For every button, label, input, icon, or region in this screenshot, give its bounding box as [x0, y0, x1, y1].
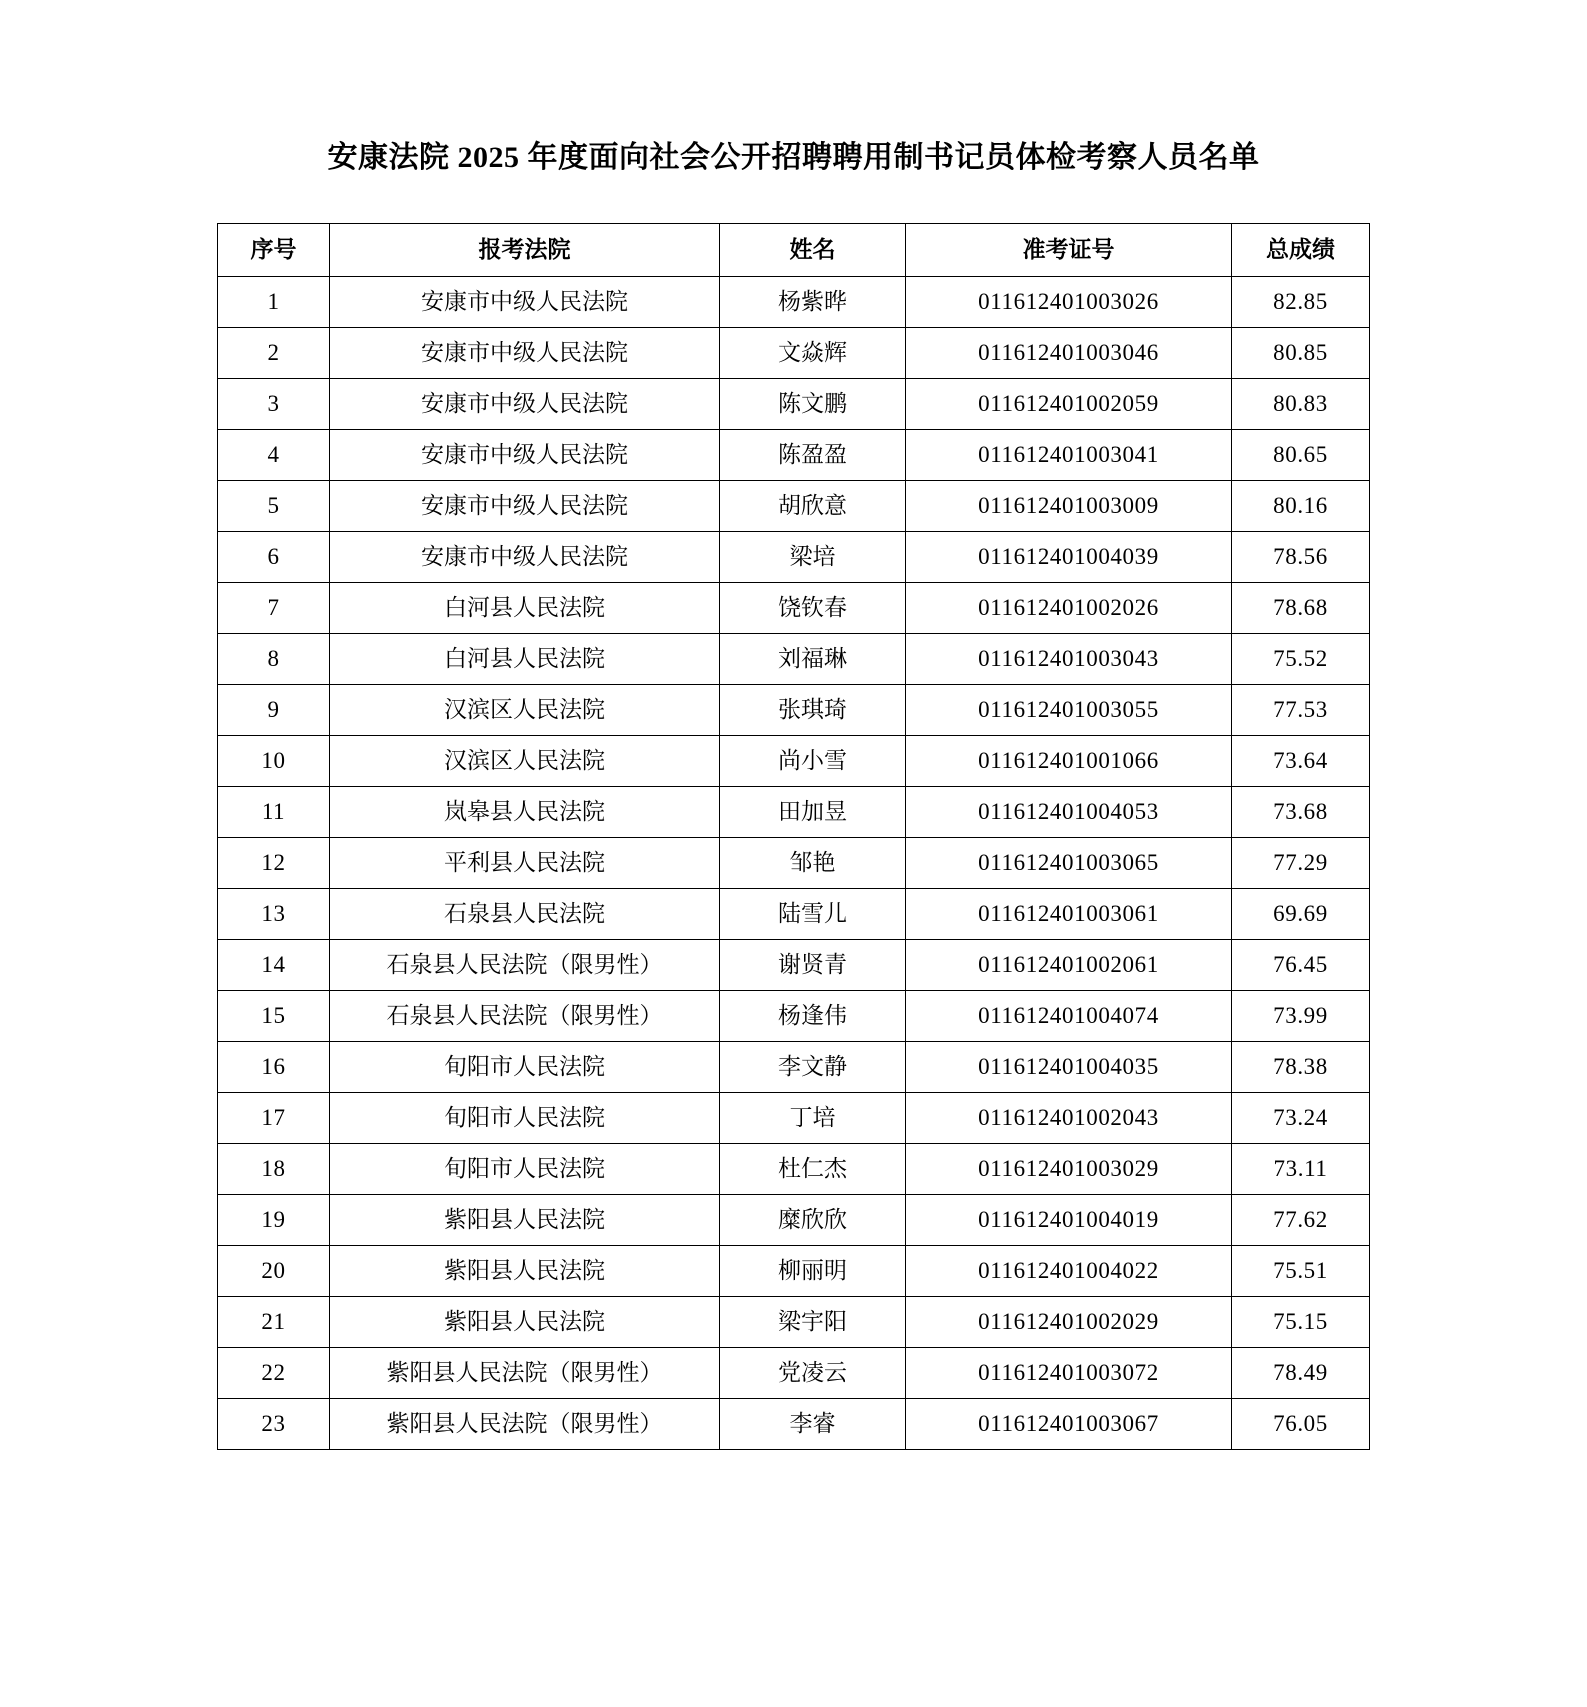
table-row — [218, 277, 1370, 328]
cell-seq: 14 — [218, 940, 330, 991]
cell-court: 旬阳市人民法院 — [330, 1144, 720, 1195]
cell-name: 李文静 — [720, 1042, 906, 1093]
cell-ticket: 011612401002026 — [906, 583, 1232, 634]
column-header-court: 报考法院 — [330, 224, 720, 277]
cell-name: 丁培 — [720, 1093, 906, 1144]
roster-table-container — [0, 223, 1587, 1450]
cell-seq: 6 — [218, 532, 330, 583]
cell-name: 文焱辉 — [720, 328, 906, 379]
cell-name: 张琪琦 — [720, 685, 906, 736]
cell-score: 78.38 — [1232, 1042, 1370, 1093]
table-row — [218, 430, 1370, 481]
cell-ticket: 011612401004074 — [906, 991, 1232, 1042]
cell-seq: 11 — [218, 787, 330, 838]
table-row — [218, 481, 1370, 532]
cell-court: 安康市中级人民法院 — [330, 430, 720, 481]
cell-name: 杨紫晔 — [720, 277, 906, 328]
table-row — [218, 1246, 1370, 1297]
cell-court: 安康市中级人民法院 — [330, 379, 720, 430]
cell-ticket: 011612401001066 — [906, 736, 1232, 787]
cell-score: 80.83 — [1232, 379, 1370, 430]
cell-score: 75.51 — [1232, 1246, 1370, 1297]
cell-name: 糜欣欣 — [720, 1195, 906, 1246]
cell-court: 白河县人民法院 — [330, 634, 720, 685]
table-row — [218, 940, 1370, 991]
cell-court: 平利县人民法院 — [330, 838, 720, 889]
cell-score: 78.68 — [1232, 583, 1370, 634]
cell-seq: 3 — [218, 379, 330, 430]
cell-seq: 23 — [218, 1399, 330, 1450]
cell-ticket: 011612401003041 — [906, 430, 1232, 481]
table-row — [218, 991, 1370, 1042]
cell-court: 紫阳县人民法院 — [330, 1297, 720, 1348]
cell-court: 岚皋县人民法院 — [330, 787, 720, 838]
cell-ticket: 011612401003009 — [906, 481, 1232, 532]
cell-score: 80.65 — [1232, 430, 1370, 481]
cell-seq: 2 — [218, 328, 330, 379]
cell-score: 78.56 — [1232, 532, 1370, 583]
cell-court: 紫阳县人民法院 — [330, 1195, 720, 1246]
cell-name: 田加昱 — [720, 787, 906, 838]
cell-name: 杜仁杰 — [720, 1144, 906, 1195]
cell-seq: 19 — [218, 1195, 330, 1246]
cell-court: 旬阳市人民法院 — [330, 1042, 720, 1093]
table-row — [218, 736, 1370, 787]
cell-seq: 17 — [218, 1093, 330, 1144]
cell-name: 梁宇阳 — [720, 1297, 906, 1348]
cell-score: 73.99 — [1232, 991, 1370, 1042]
cell-score: 73.68 — [1232, 787, 1370, 838]
cell-name: 党凌云 — [720, 1348, 906, 1399]
cell-ticket: 011612401003046 — [906, 328, 1232, 379]
cell-score: 73.11 — [1232, 1144, 1370, 1195]
cell-name: 陈文鹏 — [720, 379, 906, 430]
cell-court: 石泉县人民法院（限男性） — [330, 940, 720, 991]
cell-name: 尚小雪 — [720, 736, 906, 787]
cell-ticket: 011612401004039 — [906, 532, 1232, 583]
table-row — [218, 328, 1370, 379]
cell-ticket: 011612401002059 — [906, 379, 1232, 430]
cell-score: 73.64 — [1232, 736, 1370, 787]
cell-ticket: 011612401004053 — [906, 787, 1232, 838]
cell-court: 汉滨区人民法院 — [330, 736, 720, 787]
roster-table — [217, 223, 1370, 1450]
table-row — [218, 1042, 1370, 1093]
cell-ticket: 011612401003026 — [906, 277, 1232, 328]
cell-court: 石泉县人民法院（限男性） — [330, 991, 720, 1042]
cell-ticket: 011612401003067 — [906, 1399, 1232, 1450]
cell-name: 李睿 — [720, 1399, 906, 1450]
table-row — [218, 838, 1370, 889]
cell-score: 76.45 — [1232, 940, 1370, 991]
cell-score: 69.69 — [1232, 889, 1370, 940]
table-row — [218, 1297, 1370, 1348]
table-row — [218, 1195, 1370, 1246]
cell-score: 76.05 — [1232, 1399, 1370, 1450]
cell-name: 陈盈盈 — [720, 430, 906, 481]
cell-seq: 16 — [218, 1042, 330, 1093]
table-header-row — [218, 224, 1370, 277]
cell-ticket: 011612401003043 — [906, 634, 1232, 685]
cell-name: 刘福琳 — [720, 634, 906, 685]
cell-name: 陆雪儿 — [720, 889, 906, 940]
cell-ticket: 011612401004019 — [906, 1195, 1232, 1246]
cell-ticket: 011612401003055 — [906, 685, 1232, 736]
cell-court: 旬阳市人民法院 — [330, 1093, 720, 1144]
cell-ticket: 011612401002043 — [906, 1093, 1232, 1144]
cell-seq: 8 — [218, 634, 330, 685]
cell-seq: 5 — [218, 481, 330, 532]
column-header-ticket: 准考证号 — [906, 224, 1232, 277]
cell-name: 谢贤青 — [720, 940, 906, 991]
cell-score: 77.62 — [1232, 1195, 1370, 1246]
cell-seq: 10 — [218, 736, 330, 787]
cell-ticket: 011612401002029 — [906, 1297, 1232, 1348]
cell-seq: 1 — [218, 277, 330, 328]
cell-score: 82.85 — [1232, 277, 1370, 328]
cell-court: 安康市中级人民法院 — [330, 277, 720, 328]
cell-court: 汉滨区人民法院 — [330, 685, 720, 736]
table-header — [218, 224, 1370, 277]
cell-court: 安康市中级人民法院 — [330, 328, 720, 379]
table-row — [218, 1093, 1370, 1144]
table-row — [218, 1399, 1370, 1450]
table-row — [218, 379, 1370, 430]
cell-ticket: 011612401003072 — [906, 1348, 1232, 1399]
cell-score: 80.16 — [1232, 481, 1370, 532]
column-header-seq: 序号 — [218, 224, 330, 277]
table-row — [218, 685, 1370, 736]
cell-score: 73.24 — [1232, 1093, 1370, 1144]
cell-ticket: 011612401004035 — [906, 1042, 1232, 1093]
cell-court: 安康市中级人民法院 — [330, 481, 720, 532]
table-row — [218, 1144, 1370, 1195]
table-row — [218, 787, 1370, 838]
table-row — [218, 532, 1370, 583]
table-row — [218, 889, 1370, 940]
cell-name: 柳丽明 — [720, 1246, 906, 1297]
table-row — [218, 583, 1370, 634]
cell-seq: 13 — [218, 889, 330, 940]
cell-court: 紫阳县人民法院 — [330, 1246, 720, 1297]
table-row — [218, 634, 1370, 685]
cell-score: 78.49 — [1232, 1348, 1370, 1399]
table-row — [218, 1348, 1370, 1399]
column-header-name: 姓名 — [720, 224, 906, 277]
table-body — [218, 277, 1370, 1450]
cell-score: 77.29 — [1232, 838, 1370, 889]
cell-seq: 18 — [218, 1144, 330, 1195]
cell-seq: 21 — [218, 1297, 330, 1348]
cell-seq: 22 — [218, 1348, 330, 1399]
cell-ticket: 011612401003061 — [906, 889, 1232, 940]
cell-seq: 12 — [218, 838, 330, 889]
cell-seq: 7 — [218, 583, 330, 634]
cell-court: 紫阳县人民法院（限男性） — [330, 1348, 720, 1399]
cell-court: 安康市中级人民法院 — [330, 532, 720, 583]
cell-ticket: 011612401002061 — [906, 940, 1232, 991]
column-header-score: 总成绩 — [1232, 224, 1370, 277]
cell-score: 80.85 — [1232, 328, 1370, 379]
cell-seq: 4 — [218, 430, 330, 481]
cell-seq: 9 — [218, 685, 330, 736]
cell-ticket: 011612401003065 — [906, 838, 1232, 889]
cell-score: 77.53 — [1232, 685, 1370, 736]
cell-score: 75.52 — [1232, 634, 1370, 685]
page-title: 安康法院 2025 年度面向社会公开招聘聘用制书记员体检考察人员名单 — [327, 141, 1260, 174]
cell-name: 杨逢伟 — [720, 991, 906, 1042]
cell-name: 胡欣意 — [720, 481, 906, 532]
cell-seq: 20 — [218, 1246, 330, 1297]
cell-name: 梁培 — [720, 532, 906, 583]
cell-score: 75.15 — [1232, 1297, 1370, 1348]
cell-ticket: 011612401004022 — [906, 1246, 1232, 1297]
cell-name: 邹艳 — [720, 838, 906, 889]
cell-name: 饶钦春 — [720, 583, 906, 634]
cell-court: 紫阳县人民法院（限男性） — [330, 1399, 720, 1450]
cell-court: 石泉县人民法院 — [330, 889, 720, 940]
cell-seq: 15 — [218, 991, 330, 1042]
cell-court: 白河县人民法院 — [330, 583, 720, 634]
cell-ticket: 011612401003029 — [906, 1144, 1232, 1195]
